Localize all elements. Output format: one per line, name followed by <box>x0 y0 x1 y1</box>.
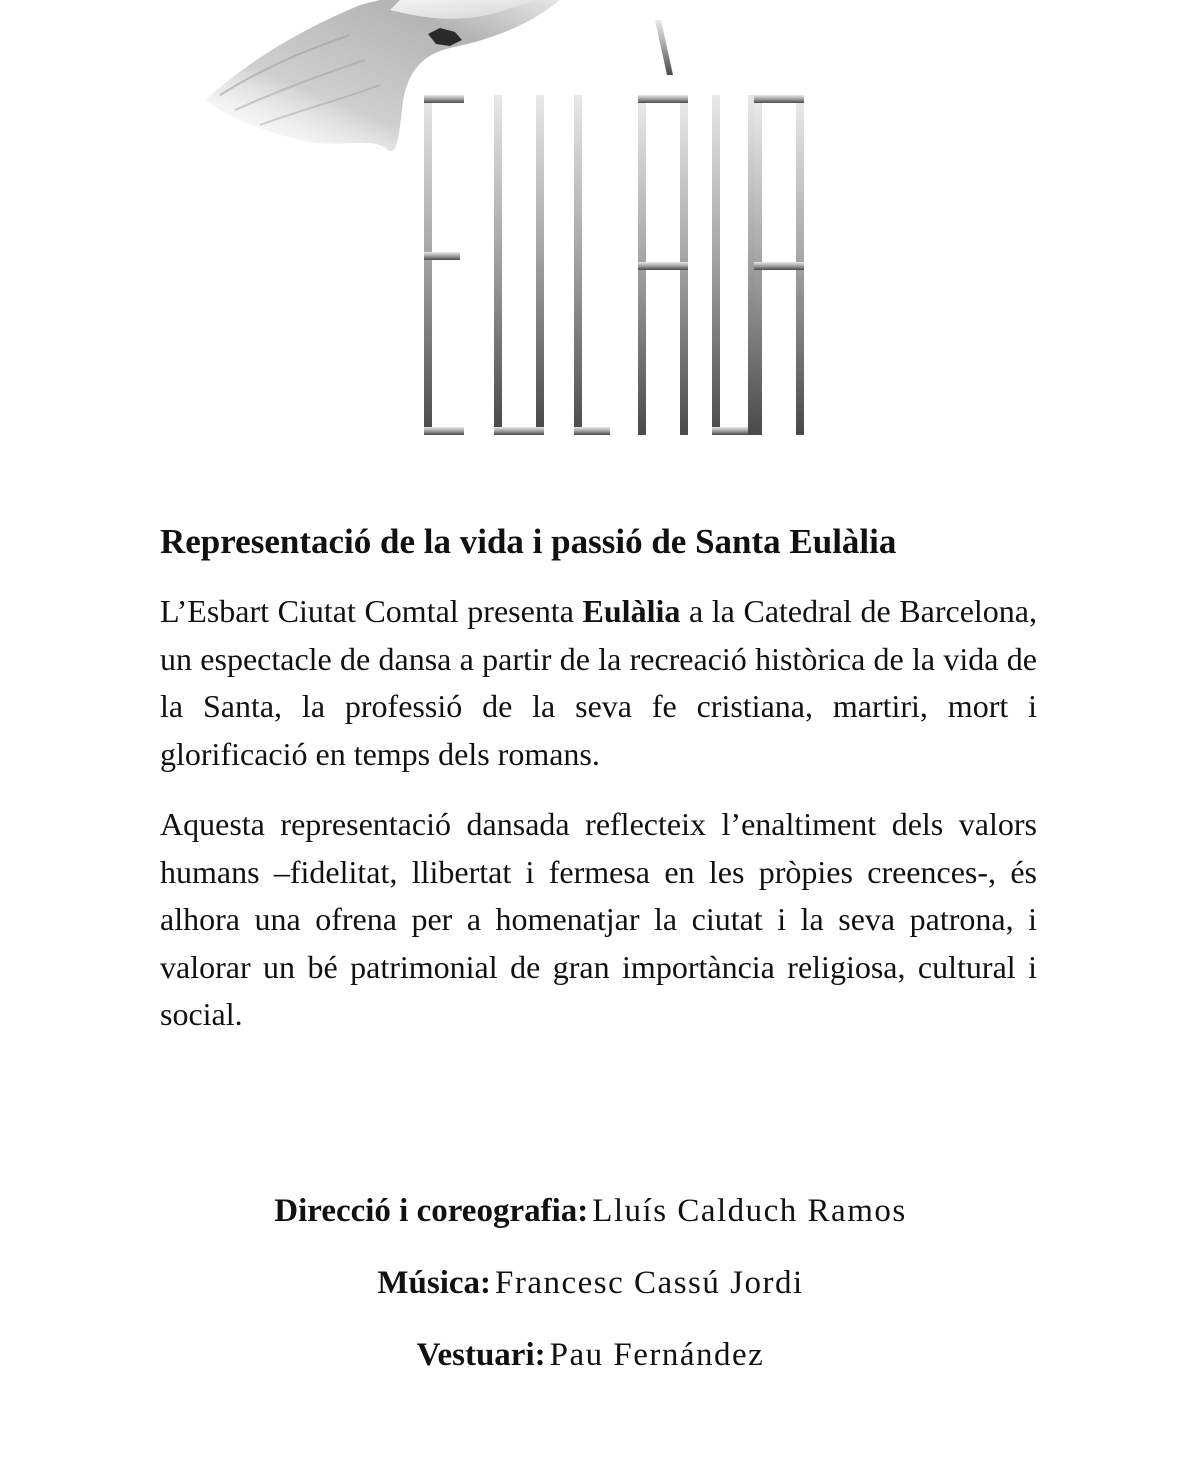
hero-artwork <box>0 0 1181 460</box>
paragraph-intro-emphasis: Eulàlia <box>582 593 681 629</box>
credit-direction <box>0 1191 1181 1237</box>
credit-costumes <box>0 1335 1181 1381</box>
credit-direction-value: Lluís Calduch Ramos <box>592 1193 907 1229</box>
credit-costumes-label: Vestuari: <box>416 1337 546 1373</box>
paragraph-intro-after: a la Catedral de Barcelona, un espectacle de dansa a partir de la recreació històrica de la vida de la Santa, la professió de la seva fe cristiana, martiri, mort i glorificació en temps dels romans. <box>160 593 1038 772</box>
logo-artwork <box>0 0 1181 460</box>
document-subtitle: Representació de la vida i passió de Santa Eulàlia <box>160 522 897 561</box>
credit-music-label: Música: <box>377 1265 492 1301</box>
credit-direction-label: Direcció i coreografia: <box>274 1193 589 1229</box>
dove-illustration <box>205 0 560 151</box>
document-body <box>160 518 1037 1062</box>
credit-costumes-value: Pau Fernández <box>549 1337 765 1373</box>
credit-music-value: Francesc Cassú Jordi <box>495 1265 804 1301</box>
credit-music <box>0 1263 1181 1309</box>
paragraph-intro <box>160 588 1037 778</box>
eulalia-wordmark <box>424 20 804 435</box>
paragraph-intro-before: L’Esbart Ciutat Comtal presenta <box>160 593 583 629</box>
paragraph-description: Aquesta representació dansada reflecteix l’enaltiment dels valors humans –fidelitat, llibertat i fermesa en les pròpies creences-, és alhora una ofrena per a homenatjar la ciutat i la seva patrona, i valorar un bé patrimonial de gran importància religiosa, cultural i social. <box>160 806 1037 1032</box>
